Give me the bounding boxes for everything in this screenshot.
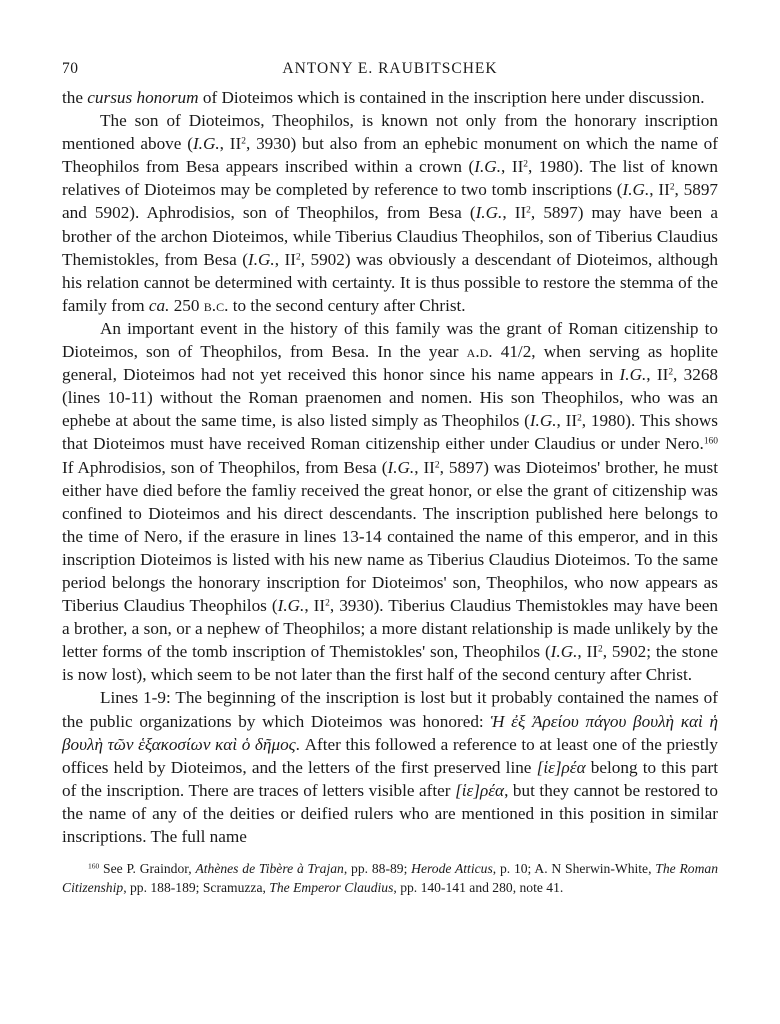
greek-text: [ἱε]ρέα xyxy=(455,780,505,800)
paragraph-3: An important event in the history of this family was the grant of Roman citizenship to Dioteimos, son of Theophilos, from Besa. In the year a.d. 41/2, when serving as hoplite general, Dioteimos had not yet received this honor since his name appears in I.G., $II^2$, 3268 (lines 10-11) without the Roman praenomen and nomen. His son Theophilos, who was an ephebe at about the same time, is also listed simply as Theophilos (I.G., $II^2$, 1980). This shows that Dioteimos must have received Roman citizenship either under Claudius or under Nero.$^{160}$ If Aphrodisios, son of Theophilos, from Besa (I.G., $II^2$, 5897) was Dioteimos' brother, he must either have died before the famliy received the great honor, or else the grant of citizenship was confined to Dioteimos and his direct descendants. The inscription published here belongs to the time of Nero, if the erasure in lines 13-14 contained the name of this emperor, and in this inscription Dioteimos is listed with his new name as Tiberius Claudius Dioteimos. To the same period belongs the honorary inscription for Dioteimos' son, Theophilos, who now appears as Tiberius Claudius Theophilos (I.G., $II^2$, 3930). Tiberius Claudius Themistokles may have been a brother, a son, or a nephew of Theophilos; a more distant relationship is made unlikely by the letter forms of the tomb inscription of Themistokles' son, Theophilos (I.G., $II^2$, 5902; the stone is now lost), which seem to be not later than the first half of the second century after Christ. xyxy=(62,318,719,685)
page-number: 70 xyxy=(62,60,79,77)
paragraph-2: The son of Dioteimos, Theophilos, is known not only from the honorary inscription mentioned above (I.G., $II^2$, 3930) but also from an ephebic monument on which the name of Theophilos from Besa appears inscribed within a crown (I.G., $II^2$, 1980). The list of known relatives of Dioteimos may be completed by reference to two tomb inscriptions (I.G., $II^2$, 5897 and 5902). Aphrodisios, son of Theophilos, from Besa (I.G., $II^2$, 5897) may have been a brother of the archon Dioteimos, while Tiberius Claudius Theophilos, son of Tiberius Claudius Themistokles, from Besa (I.G., $II^2$, 5902) was obviously a descendant of Dioteimos, although his relation cannot be determined with certainty. It is thus possible to restore the stemma of the family from ca. 250 b.c. to the second century after Christ. xyxy=(62,111,719,315)
greek-text: Ἡ ἐξ Ἀρείου πάγου βουλὴ καὶ ἡ βουλὴ τῶν ἑξακοσίων καὶ ὁ δῆμος xyxy=(62,711,718,754)
footnote-160: $^{160}$ See P. Graindor, Athènes de Tibère à Trajan, pp. 88-89; Herode Atticus, p. 10; A. N Sherwin-White, The Roman Citizenship, pp. 188-189; Scramuzza, The Emperor Claudius, pp. 140-141 and 280, note 41. xyxy=(62,861,719,895)
running-head: ANTONY E. RAUBITSCHEK xyxy=(282,60,498,77)
paragraph-4: Lines 1-9: The beginning of the inscription is lost but it probably contained the names of the public organizations by which Dioteimos was honored: Ἡ ἐξ Ἀρείου πάγου βουλὴ καὶ ἡ βουλὴ τῶν ἑξακοσίων καὶ ὁ δῆμος. After this followed a reference to at least one of the priestly offices held by Dioteimos, and the letters of the first preserved line [ἱε]ρέα belong to this part of the inscription. There are traces of letters visible after [ἱε]ρέα, but they cannot be restored to the name of any of the deities or deified rulers who are mentioned in this position in similar inscriptions. The full name xyxy=(62,688,719,846)
greek-text: [ἱε]ρέα xyxy=(536,757,586,777)
page xyxy=(62,52,718,897)
footnote-ref-160: 160 xyxy=(703,436,718,447)
body-text xyxy=(62,86,718,848)
paragraph-1: the cursus honorum of Dioteimos which is contained in the inscription here under discussion. xyxy=(62,88,705,107)
page-header xyxy=(62,52,718,86)
